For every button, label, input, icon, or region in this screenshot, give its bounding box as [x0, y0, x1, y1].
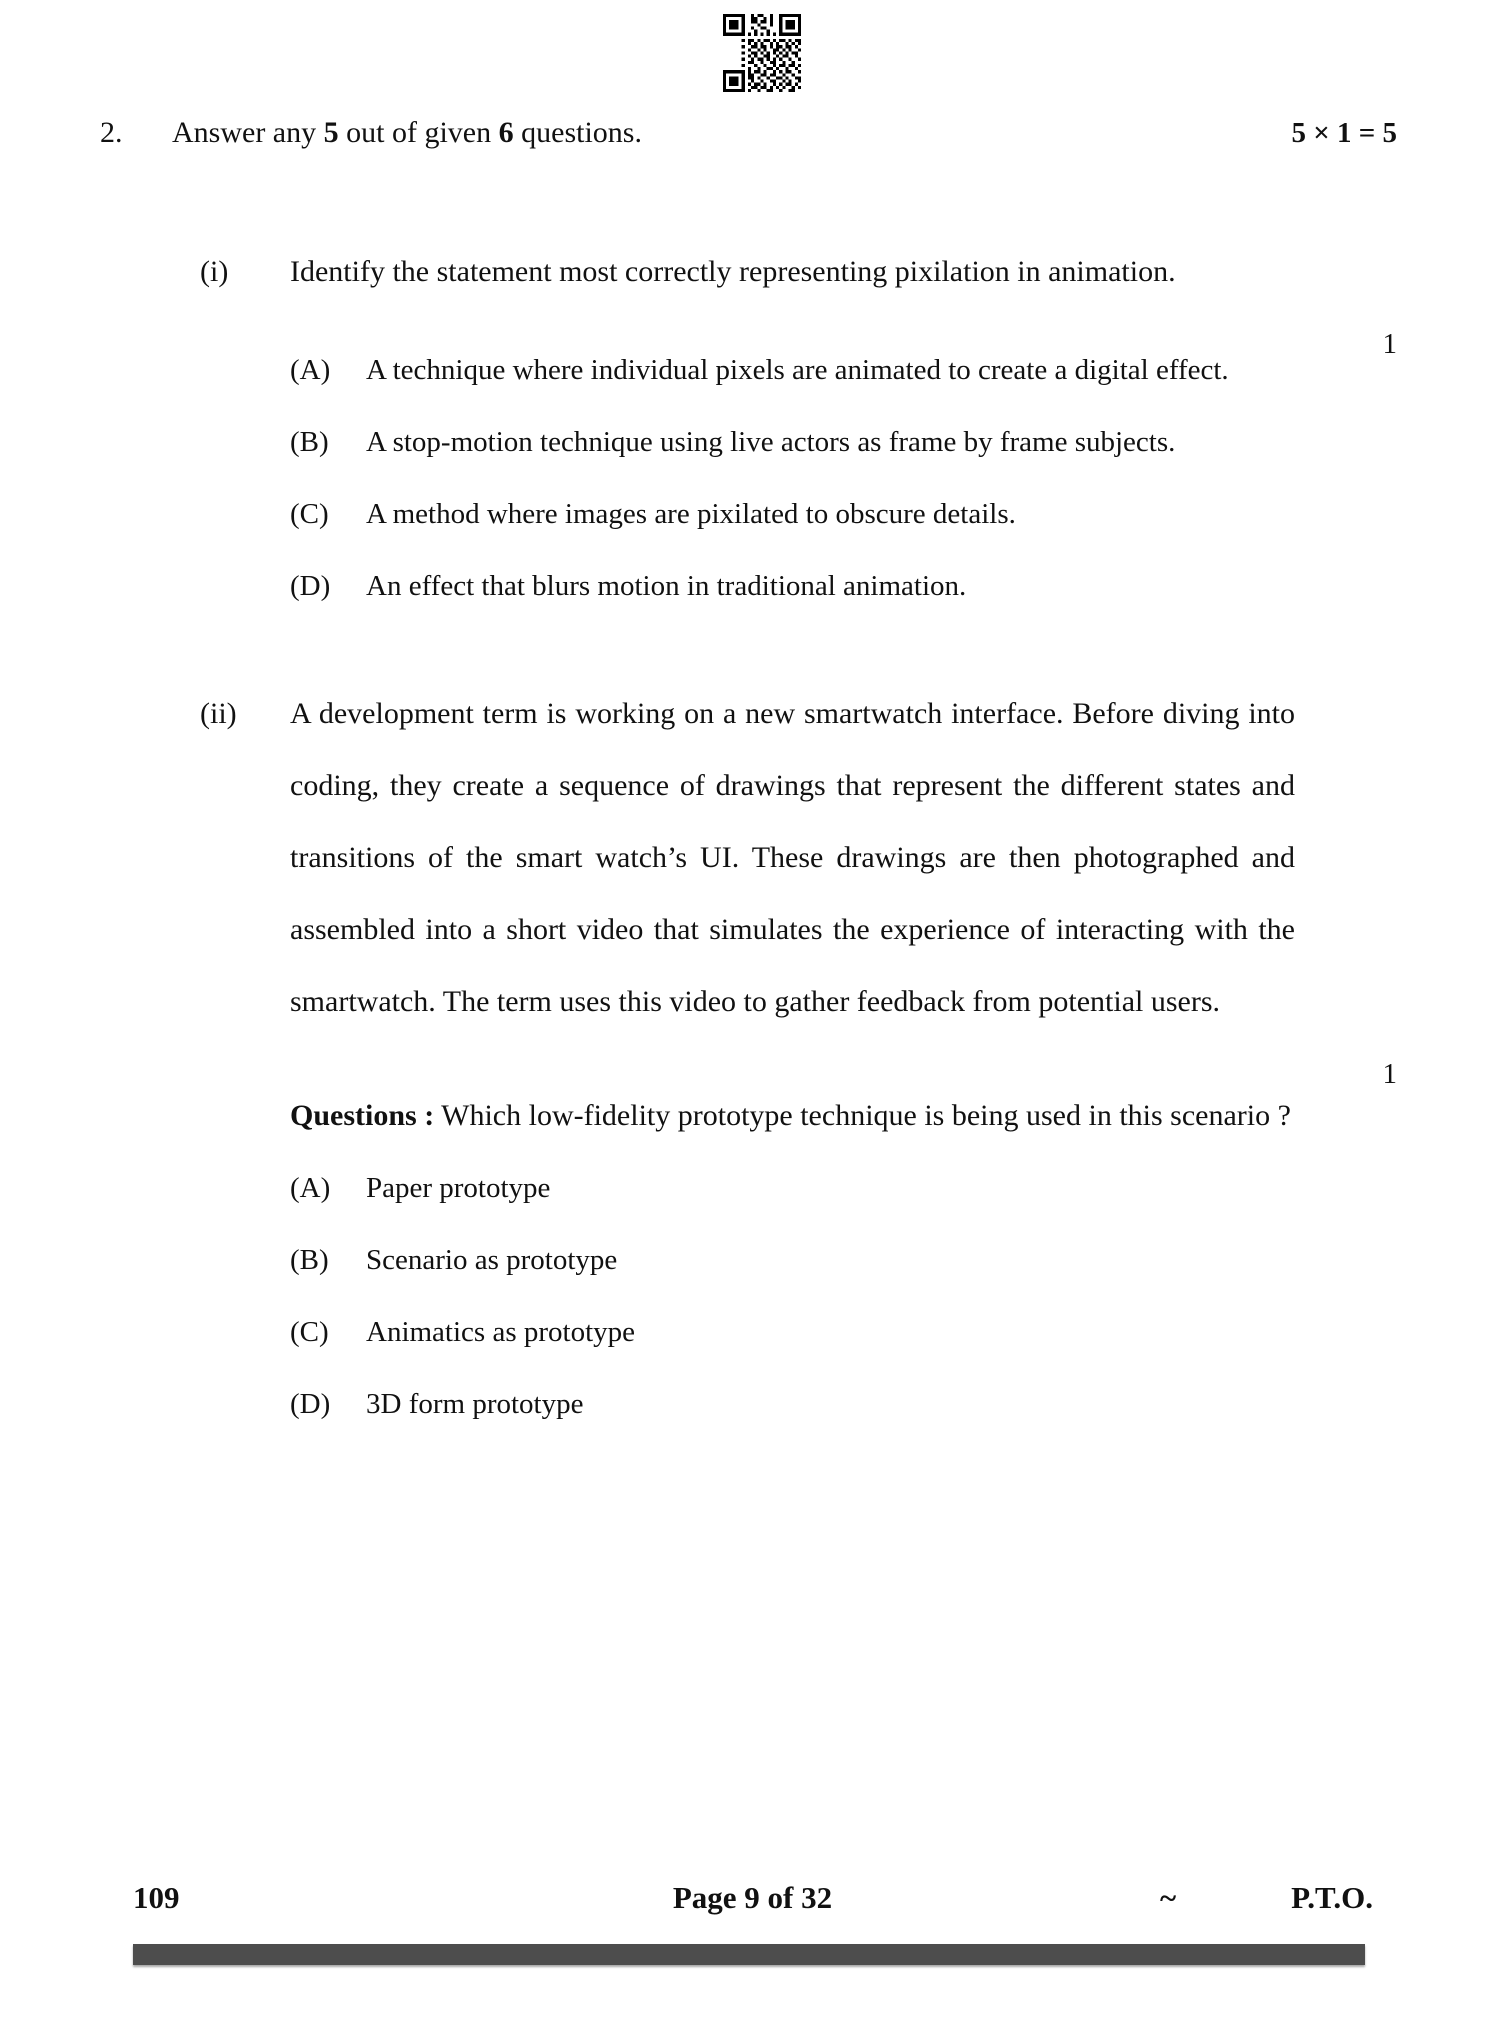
paper-code: 109 — [133, 1880, 180, 1915]
sub-question-ii-options — [0, 1152, 1505, 1440]
option-row[interactable] — [290, 1368, 1295, 1440]
sub-question-i-label: (i) — [200, 255, 229, 288]
option-text: Animatics as prototype — [366, 1316, 636, 1348]
option-text: An effect that blurs motion in traditional animation. — [366, 570, 967, 602]
option-row[interactable] — [290, 1224, 1295, 1296]
sub-question-ii-stem: A development term is working on a new smartwatch interface. Before diving into coding, they create a sequence of drawings that represent the different states and transitions of the smart watch’s UI. These drawings are then photographed and assembled into a short video that simulates the experience of interacting with the smartwatch. The term uses this video to gather feedback from potential users. — [290, 697, 1295, 1018]
option-text: Scenario as prototype — [366, 1244, 618, 1276]
sub-question-i-marks: 1 — [1382, 328, 1397, 360]
sub-question-ii — [0, 678, 1505, 1090]
page-number: Page 9 of 32 — [672, 1880, 833, 1915]
sub-question-i — [0, 236, 1505, 360]
pto-label: P.T.O. — [1291, 1880, 1373, 1915]
option-label: (A) — [290, 354, 331, 386]
footer-bar — [133, 1944, 1365, 1965]
question-header — [0, 110, 1505, 156]
sub-question-ii-marks: 1 — [1382, 1058, 1397, 1090]
sub-question-ii-label: (ii) — [200, 697, 237, 730]
option-text: A technique where individual pixels are animated to create a digital effect. — [366, 354, 1229, 386]
option-row[interactable] — [290, 1152, 1295, 1224]
option-text: A stop-motion technique using live actors as frame by frame subjects. — [366, 426, 1176, 458]
instruction-post: questions. — [513, 116, 642, 149]
sub-question-i-stem: Identify the statement most correctly representing pixilation in animation. — [290, 255, 1176, 288]
instruction-count-given: 6 — [498, 116, 514, 149]
instruction-pre: Answer any — [172, 116, 324, 149]
sub-question-ii-question — [290, 1080, 1295, 1152]
question-content — [0, 110, 1505, 1440]
option-text: 3D form prototype — [366, 1388, 584, 1420]
tilde-mark: ~ — [1160, 1880, 1177, 1915]
instruction-count-answer: 5 — [323, 116, 339, 149]
questions-label: Questions : — [290, 1099, 435, 1132]
qr-code-icon — [723, 14, 801, 92]
option-label: (C) — [290, 498, 329, 530]
option-row[interactable] — [290, 550, 1295, 622]
instruction-mid: out of given — [338, 116, 499, 149]
option-label: (D) — [290, 570, 331, 602]
question-marks: 5 × 1 = 5 — [1291, 117, 1397, 149]
option-row[interactable] — [290, 406, 1295, 478]
question-number: 2. — [100, 116, 123, 149]
option-label: (A) — [290, 1172, 331, 1204]
option-row[interactable] — [290, 478, 1295, 550]
option-label: (B) — [290, 1244, 329, 1276]
option-label: (C) — [290, 1316, 329, 1348]
option-label: (B) — [290, 426, 329, 458]
questions-body: Which low-fidelity prototype technique is being used in this scenario ? — [434, 1099, 1291, 1132]
sub-question-i-options — [0, 334, 1505, 622]
option-row[interactable] — [290, 334, 1295, 406]
page-footer — [0, 1880, 1505, 1950]
option-text: A method where images are pixilated to obscure details. — [366, 498, 1016, 530]
option-label: (D) — [290, 1388, 331, 1420]
option-text: Paper prototype — [366, 1172, 551, 1204]
option-row[interactable] — [290, 1296, 1295, 1368]
